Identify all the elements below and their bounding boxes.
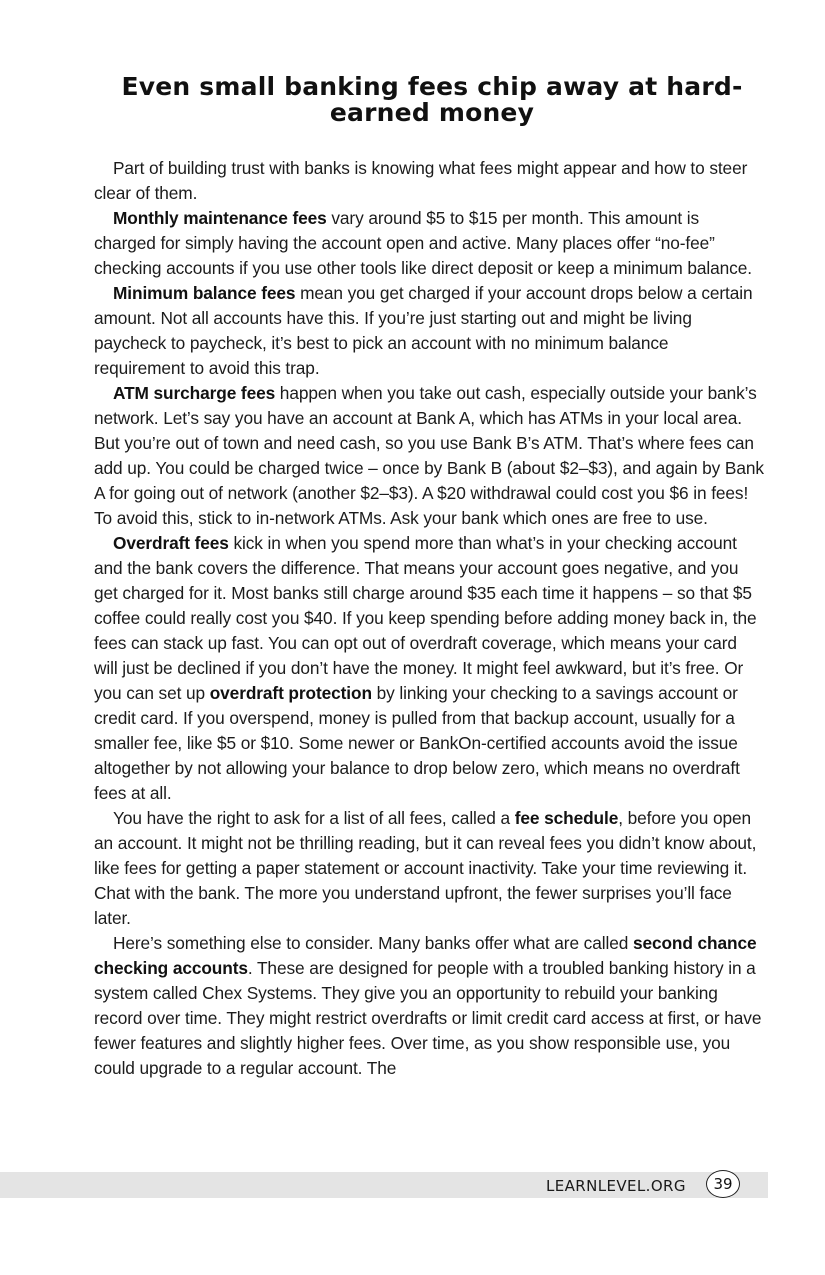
term-overdraft-protection: overdraft protection (209, 683, 372, 703)
footer-site-name: LEARNLEVEL.ORG (546, 1177, 686, 1195)
intro-text: Part of building trust with banks is knowing what fees might appear and how to steer clear of them. (94, 158, 748, 203)
paragraph-atm-surcharge-fees (94, 381, 764, 531)
term-minimum-balance-fees: Minimum balance fees (113, 283, 296, 303)
paragraph-text: vary around $5 to $15 per month. This amount is charged for simply having the account open and active. Many places offer “no-fee” checking accounts if you use other tools like direct deposit or keep a minimum balance. (94, 208, 752, 278)
paragraph-overdraft-fees (94, 531, 764, 806)
paragraph-minimum-balance-fees (94, 281, 764, 381)
paragraph-text: happen when you take out cash, especially outside your bank’s network. Let’s say you have an account at Bank A, which has ATMs in your local area. But you’re out of town and need cash, so you use Bank B’s ATM. That’s where fees can add up. You could be charged twice – once by Bank B (about $2–$3), and again by Bank A for going out of network (another $2–$3). A $20 withdrawal could cost you $6 in fees! To avoid this, stick to in-network ATMs. Ask your bank which ones are free to use. (94, 383, 764, 528)
paragraph-fee-schedule (94, 806, 764, 931)
page-title: Even small banking fees chip away at hard-earned money (121, 72, 743, 127)
paragraph-text: You have the right to ask for a list of all fees, called a (113, 808, 515, 828)
page-number-badge: 39 (706, 1170, 740, 1198)
term-second-chance-checking-accounts: second chance checking accounts (94, 933, 757, 978)
paragraph-text: kick in when you spend more than what’s in your checking account and the bank covers the difference. That means your account goes negative, and you get charged for it. Most banks still charge around $35 each time it happens – so that $5 coffee could really cost you $40. If you keep spending before adding money back in, the fees can stack up fast. You can opt out of overdraft coverage, which means your card will just be declined if you don’t have the money. It might feel awkward, but it’s free. Or you can set up (94, 533, 757, 703)
term-monthly-maintenance-fees: Monthly maintenance fees (113, 208, 327, 228)
term-overdraft-fees: Overdraft fees (113, 533, 229, 553)
paragraph-text: , before you open an account. It might not be thrilling reading, but it can reveal fees you didn’t know about, like fees for getting a paper statement or account inactivity. Take your time reviewing it. Chat with the bank. The more you understand upfront, the fewer surprises you’ll face later. (94, 808, 757, 928)
article-body (94, 156, 764, 1081)
paragraph-monthly-maintenance-fees (94, 206, 764, 281)
term-fee-schedule: fee schedule (514, 808, 619, 828)
paragraph-text: Here’s something else to consider. Many banks offer what are called (113, 933, 633, 953)
paragraph-text: . These are designed for people with a troubled banking history in a system called Chex Systems. They give you an opportunity to rebuild your banking record over time. They might restrict overdrafts or limit credit card access at first, or have fewer features and slightly higher fees. Over time, as you show responsible use, you could upgrade to a regular account. The (94, 958, 762, 1078)
paragraph-text: mean you get charged if your account drops below a certain amount. Not all accounts have this. If you’re just starting out and might be living paycheck to paycheck, it’s best to pick an account with no minimum balance requirement to avoid this trap. (94, 283, 753, 378)
paragraph-second-chance-checking (94, 931, 764, 1081)
paragraph-intro (94, 156, 764, 206)
paragraph-text: by linking your checking to a savings account or credit card. If you overspend, money is pulled from that backup account, usually for a smaller fee, like $5 or $10. Some newer or BankOn-certified accounts avoid the issue altogether by not allowing your balance to drop below zero, which means no overdraft fees at all. (94, 683, 740, 803)
term-atm-surcharge-fees: ATM surcharge fees (113, 383, 276, 403)
